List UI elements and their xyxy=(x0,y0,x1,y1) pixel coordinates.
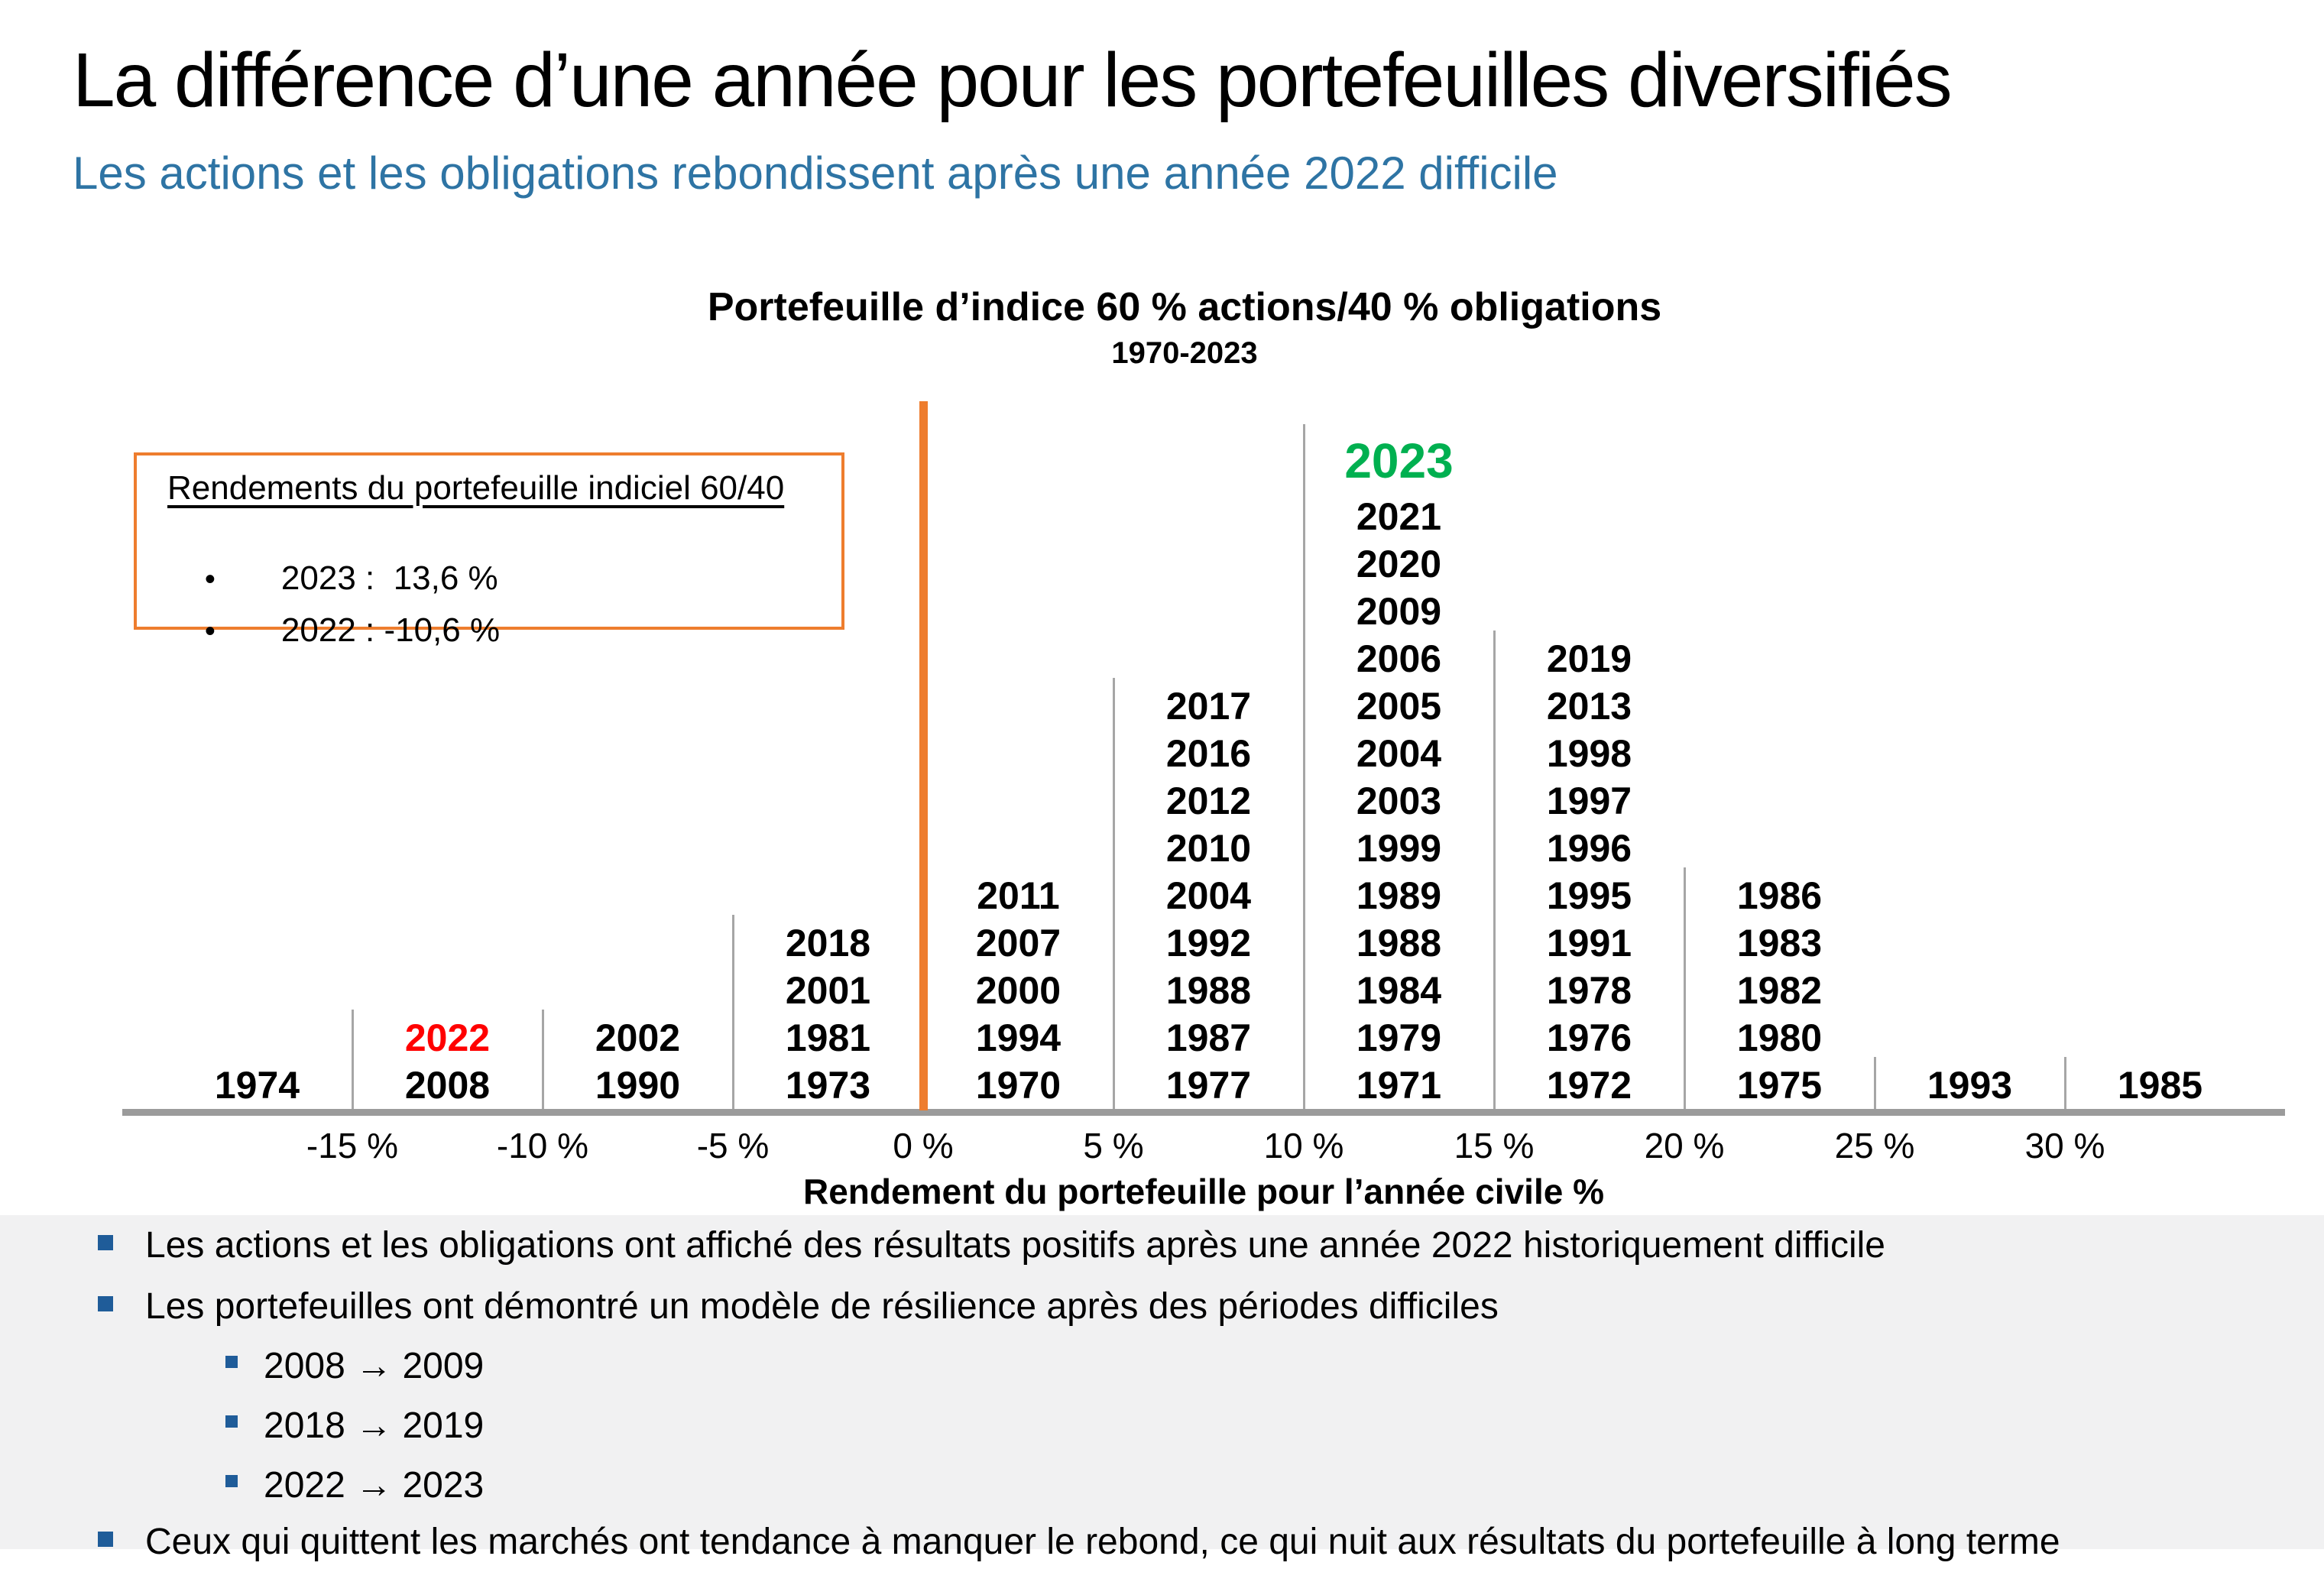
year-column xyxy=(543,1014,733,1109)
bullet-dot-icon: • xyxy=(204,614,216,648)
bullet-text: Les portefeuilles ont démontré un modèle de résilience après des périodes difficiles xyxy=(145,1286,1499,1327)
bullet-text: Ceux qui quittent les marchés ont tendance à manquer le rebond, ce qui nuit aux résultats du portefeuille à long terme xyxy=(145,1522,2060,1562)
axis-tick-label: 0 % xyxy=(893,1126,954,1165)
year-label: 1996 xyxy=(1546,827,1632,870)
year-label: 1978 xyxy=(1546,969,1632,1012)
bullet-text: 2018 → 2019 xyxy=(264,1405,485,1446)
bullet-text: Les actions et les obligations ont affiché des résultats positifs après une année 2022 historiquement difficile xyxy=(145,1225,1885,1266)
axis-tick-label: 10 % xyxy=(1263,1126,1344,1165)
year-label: 2013 xyxy=(1546,685,1632,728)
year-label: 1975 xyxy=(1736,1064,1823,1107)
year-label: 1983 xyxy=(1736,922,1823,964)
year-label: 1991 xyxy=(1546,922,1632,964)
bullet-text: 2022 → 2023 xyxy=(264,1465,485,1506)
page-title: La différence d’une année pour les portefeuilles diversifiés xyxy=(73,37,1951,123)
year-label: 2004 xyxy=(1165,874,1252,917)
year-label: 2019 xyxy=(1546,637,1632,680)
axis-tick-label: -5 % xyxy=(696,1126,770,1165)
year-label: 2005 xyxy=(1356,685,1442,728)
legend-item-value: 2022 : -10,6 % xyxy=(280,611,501,649)
year-label: 1980 xyxy=(1736,1016,1823,1059)
year-label: 1997 xyxy=(1546,780,1632,822)
legend-item-value: 2023 : 13,6 % xyxy=(280,559,498,597)
year-label: 1987 xyxy=(1165,1016,1252,1059)
year-label: 2003 xyxy=(1356,780,1442,822)
year-column xyxy=(162,1062,352,1109)
year-label: 1971 xyxy=(1356,1064,1442,1107)
year-column xyxy=(352,1014,543,1109)
year-column xyxy=(2065,1062,2255,1109)
year-column xyxy=(923,872,1113,1109)
year-label: 1977 xyxy=(1165,1064,1252,1107)
year-label: 2006 xyxy=(1356,637,1442,680)
axis-tick-label: 5 % xyxy=(1083,1126,1144,1165)
legend-title: Rendements du portefeuille indiciel 60/40 xyxy=(167,469,785,507)
year-column xyxy=(1113,682,1304,1109)
year-column xyxy=(1875,1062,2065,1109)
year-label: 2002 xyxy=(595,1016,681,1059)
year-label: 1999 xyxy=(1356,827,1442,870)
bullet-square-icon xyxy=(225,1475,238,1487)
axis-tick-label: -10 % xyxy=(496,1126,589,1165)
page-subtitle: Les actions et les obligations rebondissent après une année 2022 difficile xyxy=(73,147,1558,199)
axis-tick-label: 15 % xyxy=(1454,1126,1535,1165)
year-column xyxy=(1494,635,1684,1109)
bullet-text: 2008 → 2009 xyxy=(264,1346,485,1386)
x-axis-title: Rendement du portefeuille pour l’année civile % xyxy=(803,1172,1604,1211)
year-label: 1988 xyxy=(1165,969,1252,1012)
bullet-square-icon xyxy=(225,1415,238,1428)
x-axis-line xyxy=(122,1109,2285,1116)
year-label: 1982 xyxy=(1736,969,1823,1012)
sub-bullet-item xyxy=(264,1405,484,1447)
bullet-square-icon xyxy=(98,1296,113,1311)
year-column xyxy=(1304,429,1494,1109)
year-label: 2012 xyxy=(1165,780,1252,822)
sub-bullet-item xyxy=(264,1345,484,1387)
year-label: 2022 xyxy=(404,1016,491,1059)
year-label: 1979 xyxy=(1356,1016,1442,1059)
year-label: 1981 xyxy=(785,1016,871,1059)
year-label: 1988 xyxy=(1356,922,1442,964)
sub-bullet-item xyxy=(264,1464,484,1506)
year-label: 1998 xyxy=(1546,732,1632,775)
axis-tick-label: 30 % xyxy=(2024,1126,2105,1165)
year-label: 2016 xyxy=(1165,732,1252,775)
bullet-square-icon xyxy=(225,1356,238,1368)
year-label: 1972 xyxy=(1546,1064,1632,1107)
year-label: 1995 xyxy=(1546,874,1632,917)
year-column xyxy=(733,919,923,1109)
year-label: 2009 xyxy=(1356,590,1442,633)
chart-period-subtitle: 1970-2023 xyxy=(1111,336,1258,370)
year-label: 1986 xyxy=(1736,874,1823,917)
legend-item xyxy=(167,573,500,688)
bullet-dot-icon: • xyxy=(204,562,216,596)
year-label: 2020 xyxy=(1356,543,1442,585)
year-label: 2018 xyxy=(785,922,871,964)
axis-tick-label: -15 % xyxy=(306,1126,399,1165)
year-label: 1970 xyxy=(975,1064,1062,1107)
year-label: 2021 xyxy=(1356,495,1442,538)
bullet-item xyxy=(145,1521,2060,1563)
year-label: 1974 xyxy=(214,1064,300,1107)
bullet-item xyxy=(145,1285,1499,1327)
axis-tick-label: 25 % xyxy=(1834,1126,1915,1165)
year-label: 2008 xyxy=(404,1064,491,1107)
year-label: 1985 xyxy=(2117,1064,2203,1107)
year-label: 2001 xyxy=(785,969,871,1012)
legend-box xyxy=(134,452,844,649)
year-label: 1976 xyxy=(1546,1016,1632,1059)
axis-tick-label: 20 % xyxy=(1644,1126,1725,1165)
bullet-square-icon xyxy=(98,1532,113,1547)
year-label: 1973 xyxy=(785,1064,871,1107)
year-label: 2011 xyxy=(977,874,1060,917)
year-label: 1993 xyxy=(1927,1064,2013,1107)
chart-title: Portefeuille d’indice 60 % actions/40 % obligations xyxy=(707,285,1662,329)
year-label: 1992 xyxy=(1165,922,1252,964)
year-label: 1984 xyxy=(1356,969,1442,1012)
year-label: 2004 xyxy=(1356,732,1442,775)
year-label: 2000 xyxy=(975,969,1062,1012)
bullet-item xyxy=(145,1224,1885,1266)
year-label: 2007 xyxy=(975,922,1062,964)
bullet-square-icon xyxy=(98,1235,113,1250)
year-label: 1994 xyxy=(975,1016,1062,1059)
notes-panel xyxy=(0,1215,2324,1562)
year-label: 2017 xyxy=(1165,685,1252,728)
year-label: 2023 xyxy=(1344,433,1454,488)
year-label: 1990 xyxy=(595,1064,681,1107)
year-label: 2010 xyxy=(1165,827,1252,870)
year-column xyxy=(1684,872,1875,1109)
year-label: 1989 xyxy=(1356,874,1442,917)
